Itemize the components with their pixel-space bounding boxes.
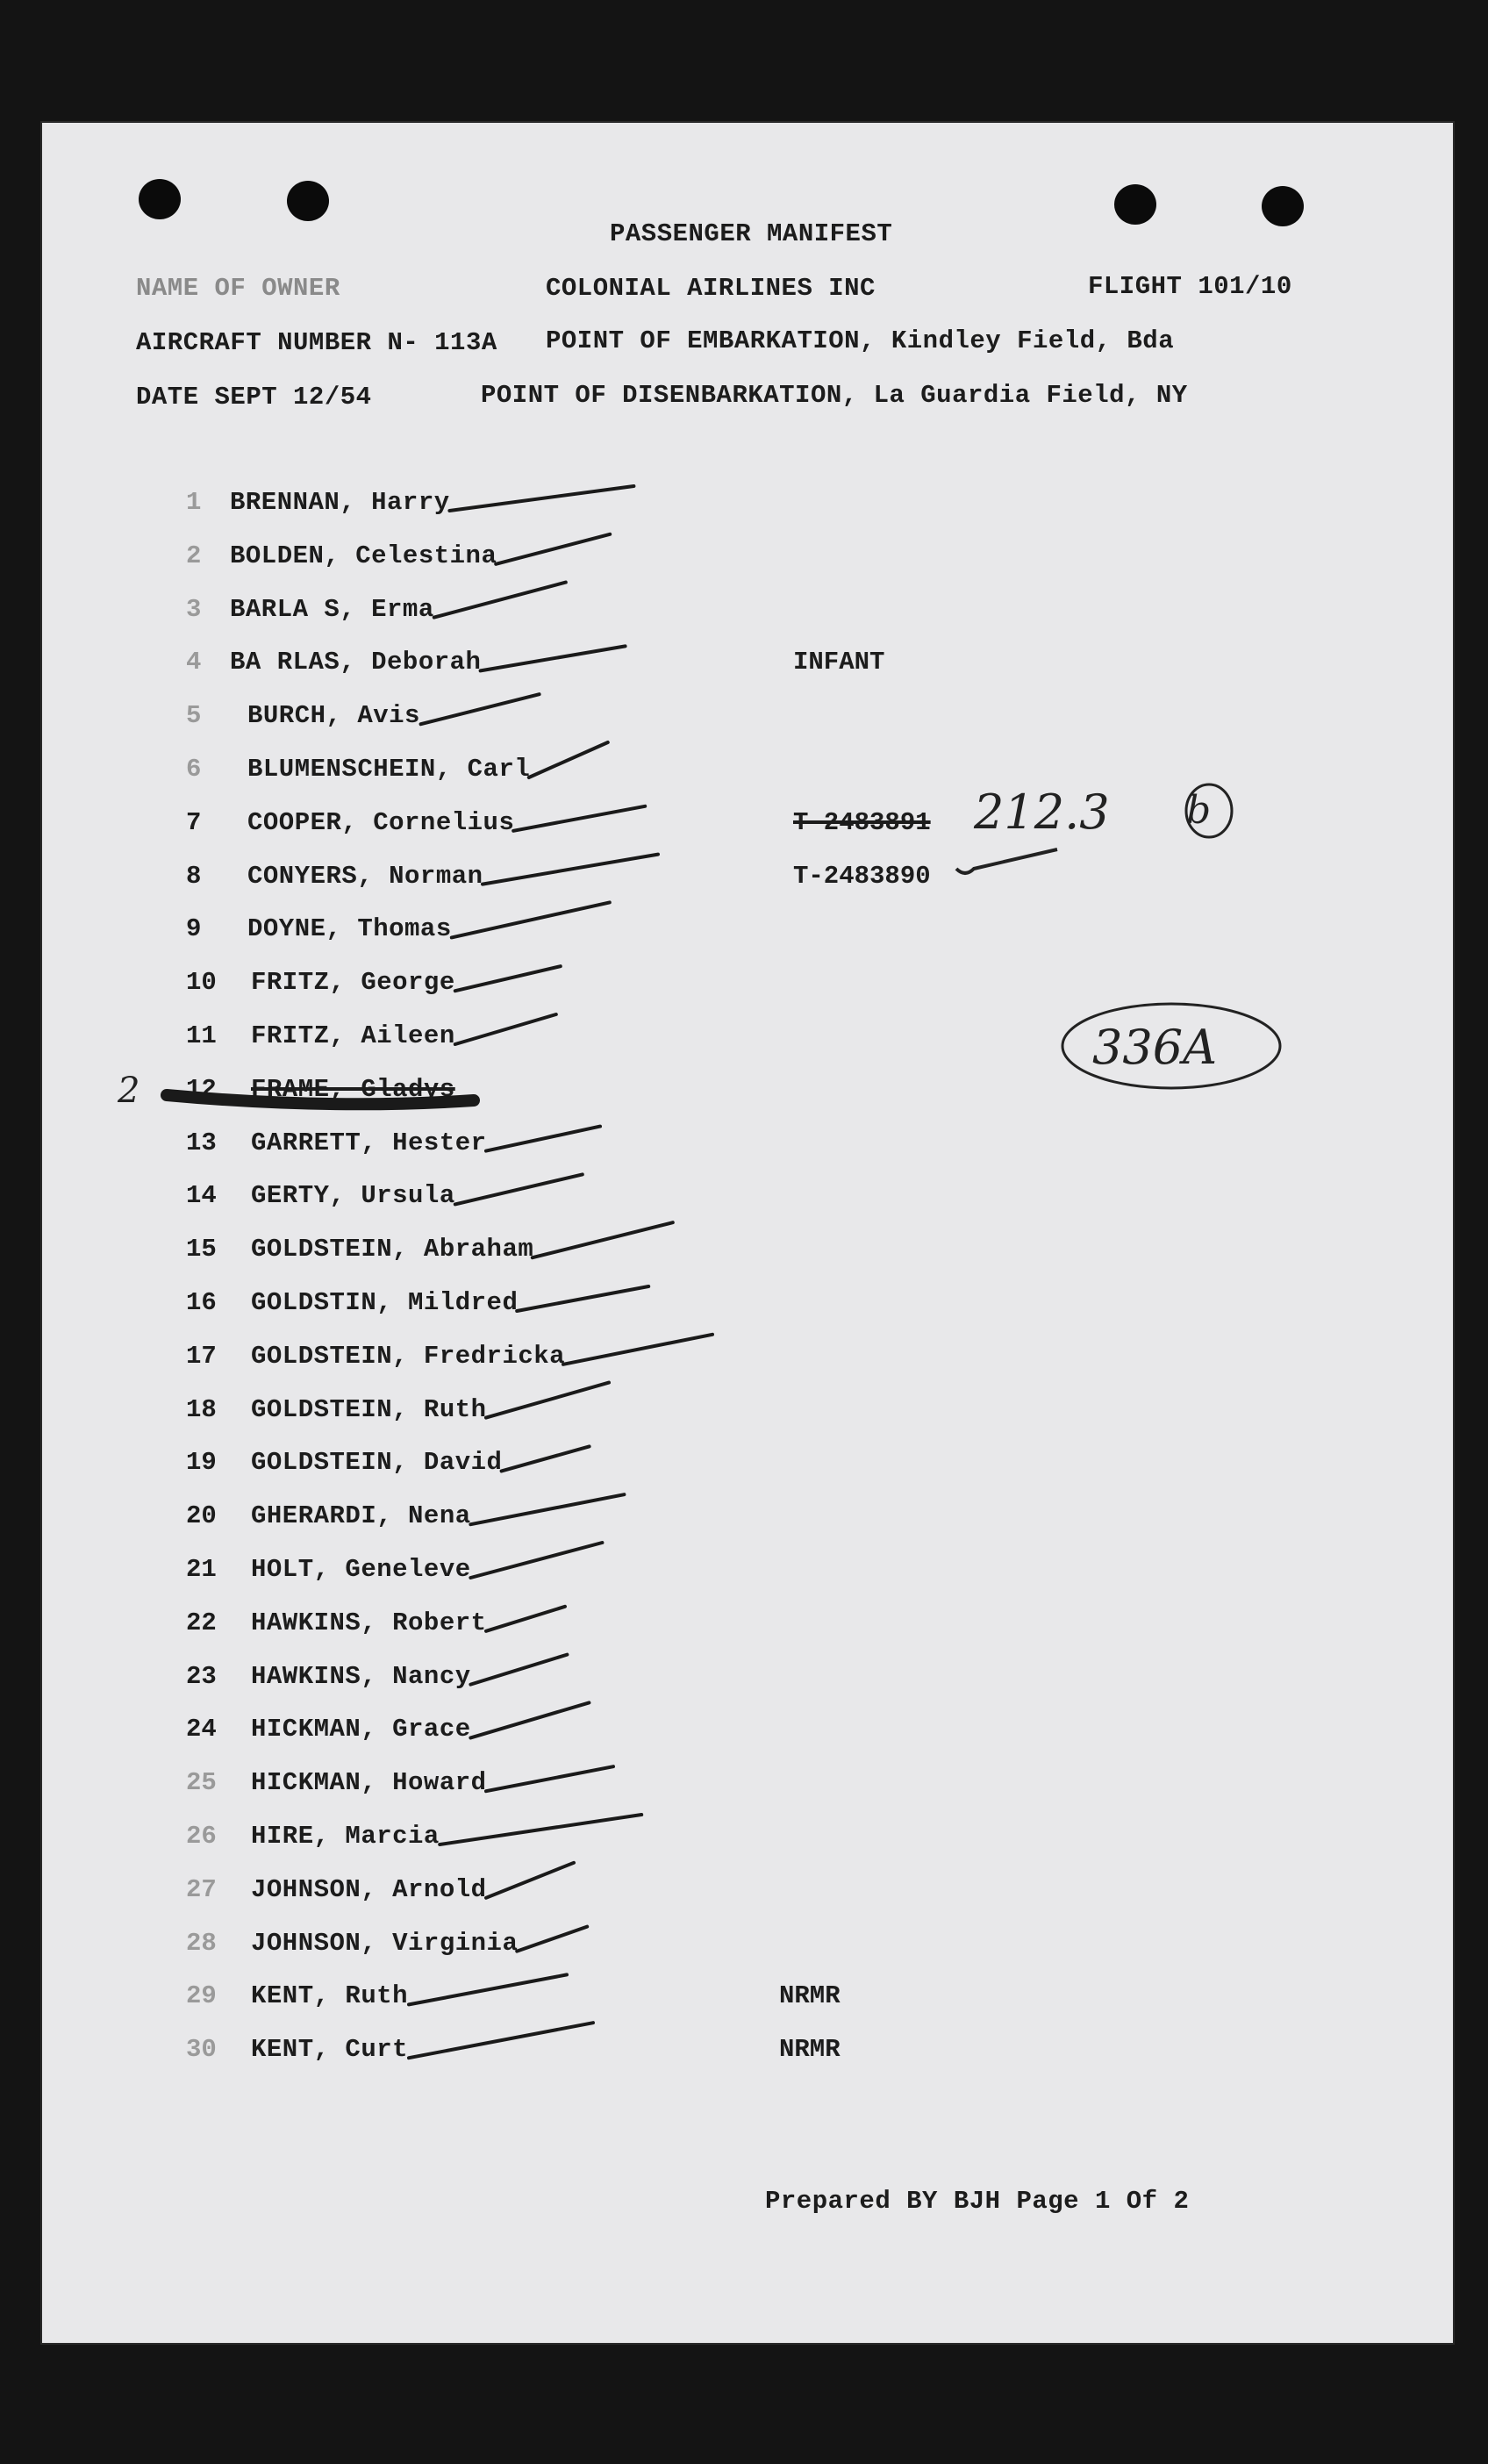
- passenger-name: GOLDSTEIN, Ruth: [251, 1394, 487, 1424]
- row-number: 30: [186, 2035, 217, 2065]
- row-number: 20: [186, 1501, 217, 1531]
- row-number: 23: [186, 1661, 217, 1691]
- flight-number: FLIGHT 101/10: [1088, 272, 1292, 301]
- row-number: 21: [186, 1555, 217, 1584]
- row-number: 9: [186, 914, 202, 944]
- passenger-name: HAWKINS, Nancy: [251, 1661, 471, 1691]
- passenger-name: GOLDSTIN, Mildred: [251, 1288, 519, 1317]
- passenger-name: BOLDEN, Celestina: [230, 541, 497, 570]
- passenger-name: HIRE, Marcia: [251, 1822, 440, 1851]
- passenger-note: NRMR: [779, 2035, 841, 2065]
- passenger-name: BLUMENSCHEIN, Carl: [247, 755, 531, 784]
- row-number: 29: [186, 1981, 217, 2011]
- passenger-name: JOHNSON, Arnold: [251, 1874, 487, 1904]
- passenger-name: HOLT, Genelеve: [251, 1555, 471, 1584]
- flight-date: DATE SEPT 12/54: [136, 383, 372, 412]
- passenger-name: COOPER, Cornelius: [247, 807, 515, 837]
- binder-hole-left-2: [287, 181, 329, 221]
- row-number: 25: [186, 1768, 217, 1798]
- passenger-name: BRENNAN, Harry: [230, 488, 450, 517]
- row-number: 3: [186, 594, 202, 624]
- row-number: 5: [186, 701, 202, 731]
- passenger-name: KENT, Ruth: [251, 1981, 409, 2011]
- stamp-336a: 336A: [1092, 1020, 1218, 1075]
- row-number: 7: [186, 807, 202, 837]
- row-number: 11: [186, 1021, 217, 1050]
- passenger-name: HAWKINS, Robert: [251, 1608, 487, 1637]
- row-number: 27: [186, 1874, 217, 1904]
- row12-margin-mark: 2: [118, 1071, 140, 1111]
- passenger-name: KENT, Curt: [251, 2035, 409, 2065]
- manifest-title: PASSENGER MANIFEST: [610, 219, 893, 248]
- passenger-name: GOLDSTEIN, David: [251, 1448, 503, 1478]
- row-number: 14: [186, 1181, 217, 1211]
- binder-hole-right-2: [1262, 186, 1304, 226]
- aircraft-number: AIRCRAFT NUMBER N- 113A: [136, 328, 497, 357]
- row-number: 17: [186, 1341, 217, 1371]
- prepared-by-footer: Prepared BY BJH Page 1 Of 2: [765, 2187, 1190, 2216]
- row-number: 28: [186, 1928, 217, 1958]
- passenger-name: BARLA S, Erma: [230, 594, 434, 624]
- row-number: 8: [186, 861, 202, 891]
- passenger-note: T-2483891: [793, 807, 931, 837]
- row-number: 22: [186, 1608, 217, 1637]
- passenger-name: HICKMAN, Grace: [251, 1715, 471, 1744]
- passenger-name: FRITZ, Aileen: [251, 1021, 455, 1050]
- passenger-note: T-2483890: [793, 861, 931, 891]
- row-number: 19: [186, 1448, 217, 1478]
- owner-label: NAME OF OWNER: [136, 274, 340, 303]
- passenger-note: INFANT: [793, 648, 885, 677]
- passenger-name: JOHNSON, Virginia: [251, 1928, 519, 1958]
- row-number: 16: [186, 1288, 217, 1317]
- row-number: 15: [186, 1235, 217, 1264]
- circled-letter: b: [1186, 788, 1212, 833]
- passenger-name: CONYERS, Norman: [247, 861, 483, 891]
- row-number: 26: [186, 1822, 217, 1851]
- passenger-name: FRITZ, George: [251, 968, 455, 998]
- airline-name: COLONIAL AIRLINES INC: [546, 274, 876, 303]
- passenger-name: GARRETT, Hester: [251, 1128, 487, 1157]
- row-number: 18: [186, 1394, 217, 1424]
- row-number: 2: [186, 541, 202, 570]
- row-number: 24: [186, 1715, 217, 1744]
- row-number: 13: [186, 1128, 217, 1157]
- binder-hole-left-1: [139, 179, 181, 219]
- passenger-name: GOLDSTEIN, Abraham: [251, 1235, 534, 1264]
- passenger-name: HICKMAN, Howard: [251, 1768, 487, 1798]
- row-number: 6: [186, 755, 202, 784]
- passenger-note: NRMR: [779, 1981, 841, 2011]
- passenger-name: BURCH, Avis: [247, 701, 420, 731]
- row-number: 1: [186, 488, 202, 517]
- passenger-name: DOYNE, Thomas: [247, 914, 452, 944]
- passenger-name: FRAME, Gladys: [251, 1074, 455, 1104]
- handwritten-ticket-number: 212.3: [974, 784, 1110, 840]
- point-of-embarkation: POINT OF EMBARKATION, Kindley Field, Bda: [546, 326, 1175, 355]
- row-number: 4: [186, 648, 202, 677]
- binder-hole-right-1: [1114, 184, 1156, 225]
- passenger-name: BA RLAS, Deborah: [230, 648, 482, 677]
- passenger-name: GOLDSTEIN, Fredricka: [251, 1341, 566, 1371]
- row-number: 12: [186, 1074, 217, 1104]
- passenger-name: GERTY, Ursula: [251, 1181, 455, 1211]
- point-of-disembarkation: POINT OF DISENBARKATION, La Guardia Field, NY: [481, 381, 1188, 410]
- passenger-name: GHERARDI, Nena: [251, 1501, 471, 1531]
- row-number: 10: [186, 968, 217, 998]
